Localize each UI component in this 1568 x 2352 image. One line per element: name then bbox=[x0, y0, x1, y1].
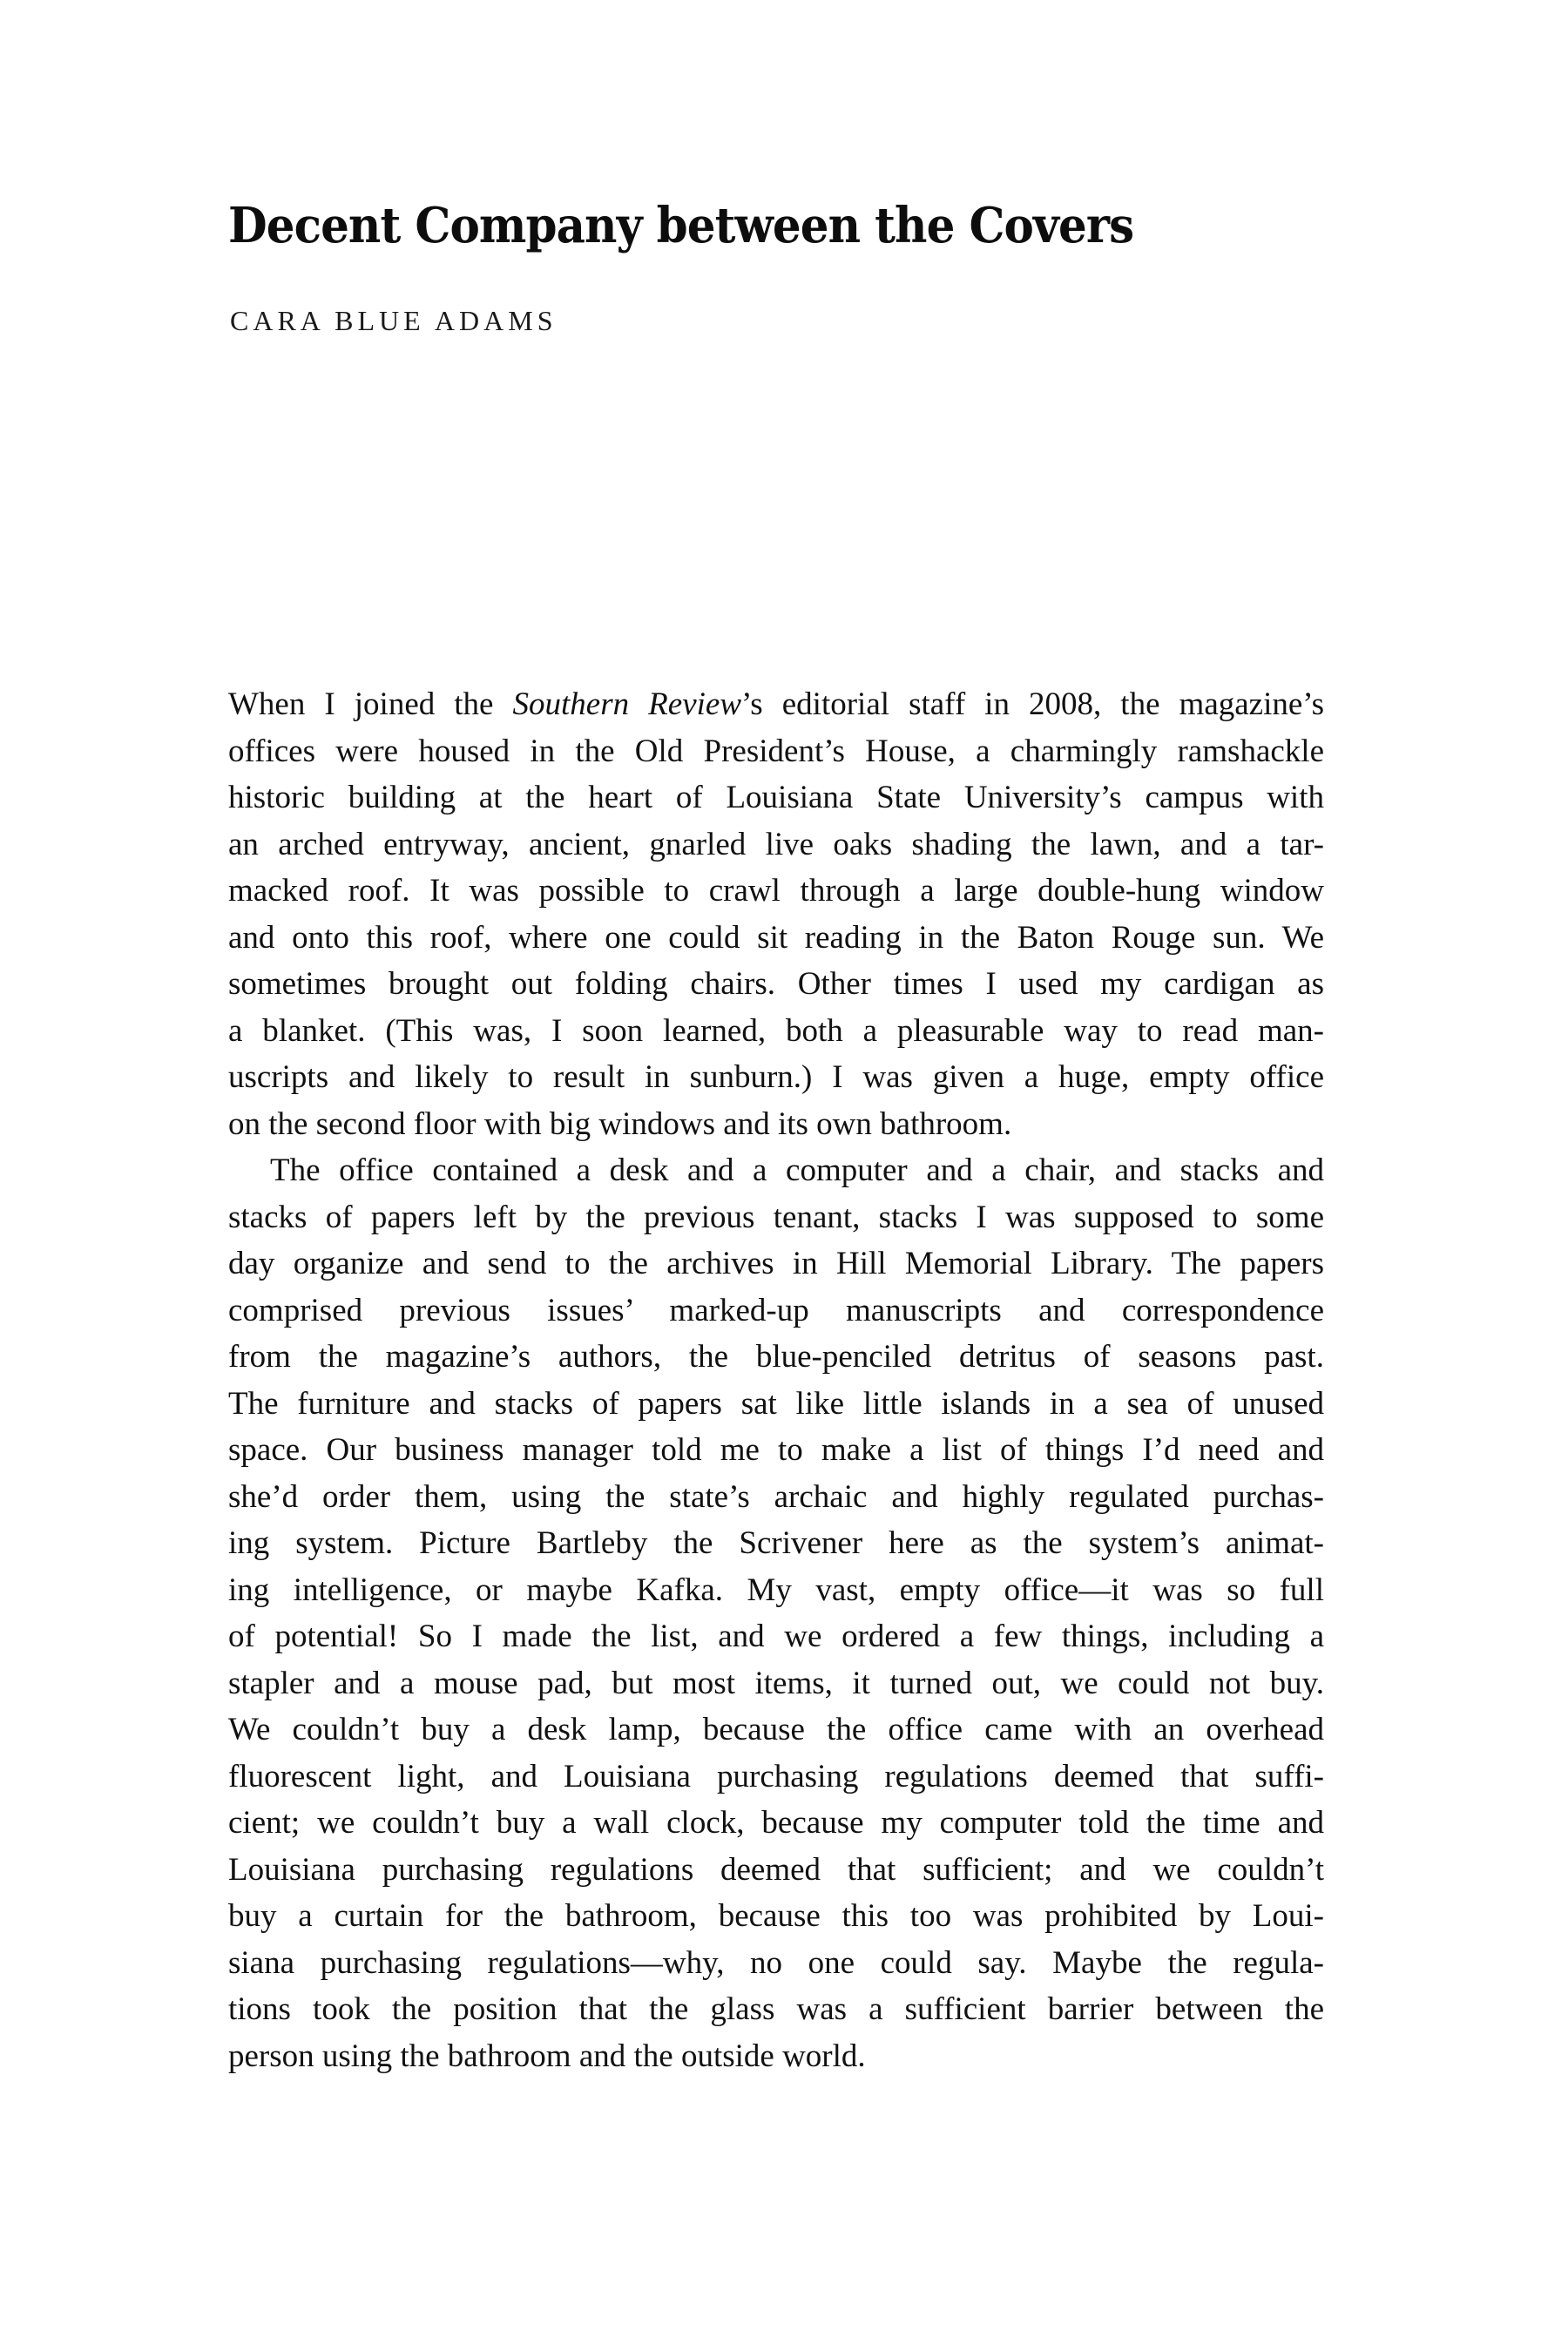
text-line: comprised previous issues’ marked-up manuscripts and correspondence bbox=[228, 1292, 1324, 1328]
text-line: tions took the position that the glass was a sufficient barrier between the bbox=[228, 1991, 1324, 2027]
text-line: stapler and a mouse pad, but most items, it turned out, we could not buy. bbox=[228, 1665, 1324, 1701]
text-line: uscripts and likely to result in sunburn.) I was given a huge, empty office bbox=[228, 1059, 1324, 1095]
article-title: Decent Company between the Covers bbox=[228, 197, 1134, 254]
paragraph-1 bbox=[228, 681, 1324, 1147]
text-line: an arched entryway, ancient, gnarled live oaks shading the lawn, and a tar- bbox=[228, 826, 1324, 862]
text-line: The office contained a desk and a computer and a chair, and stacks and bbox=[270, 1152, 1324, 1188]
text-line: person using the bathroom and the outside world. bbox=[228, 2038, 866, 2074]
text-line: from the magazine’s authors, the blue-penciled detritus of seasons past. bbox=[228, 1339, 1324, 1375]
text-line: a blanket. (This was, I soon learned, both a pleasurable way to read man- bbox=[228, 1012, 1324, 1049]
text-line: macked roof. It was possible to crawl through a large double-hung window bbox=[228, 873, 1324, 909]
text-line: historic building at the heart of Louisiana State University’s campus with bbox=[228, 780, 1324, 815]
text-line: stacks of papers left by the previous tenant, stacks I was supposed to some bbox=[228, 1199, 1324, 1235]
text-line: The furniture and stacks of papers sat like little islands in a sea of unused bbox=[228, 1385, 1324, 1422]
text-line: offices were housed in the Old President’s House, a charmingly ramshackle bbox=[228, 733, 1324, 769]
text-line: and onto this roof, where one could sit reading in the Baton Rouge sun. We bbox=[228, 919, 1324, 956]
text-line: day organize and send to the archives in Hill Memorial Library. The papers bbox=[228, 1246, 1324, 1281]
text-line: ing intelligence, or maybe Kafka. My vast, empty office—it was so full bbox=[228, 1571, 1324, 1608]
article-body bbox=[228, 681, 1324, 2079]
text-line: of potential! So I made the list, and we ordered a few things, including a bbox=[228, 1619, 1324, 1654]
text-line: cient; we couldn’t buy a wall clock, because my computer told the time and bbox=[228, 1805, 1324, 1841]
article-author: CARA BLUE ADAMS bbox=[230, 305, 558, 336]
text-line: ing system. Picture Bartleby the Scrivener here as the system’s animat- bbox=[228, 1525, 1324, 1561]
text-line: space. Our business manager told me to make a list of things I’d need and bbox=[228, 1432, 1324, 1468]
text-line: When I joined the Southern Review’s editorial staff in 2008, the magazine’s bbox=[228, 686, 1324, 722]
text-line: buy a curtain for the bathroom, because this too was prohibited by Loui- bbox=[228, 1898, 1324, 1934]
text-line: We couldn’t buy a desk lamp, because the office came with an overhead bbox=[228, 1712, 1324, 1747]
text-line: sometimes brought out folding chairs. Other times I used my cardigan as bbox=[228, 966, 1324, 1002]
text-line: siana purchasing regulations—why, no one could say. Maybe the regula- bbox=[228, 1944, 1324, 1981]
publication-title: Southern Review bbox=[512, 686, 742, 722]
paragraph-2 bbox=[228, 1147, 1324, 2079]
text-line: she’d order them, using the state’s archaic and highly regulated purchas- bbox=[228, 1478, 1324, 1515]
text-line: on the second floor with big windows and its own bathroom. bbox=[228, 1105, 1012, 1142]
text-line: Louisiana purchasing regulations deemed that sufficient; and we couldn’t bbox=[228, 1851, 1324, 1888]
text-line: fluorescent light, and Louisiana purchasing regulations deemed that suffi- bbox=[228, 1758, 1324, 1794]
